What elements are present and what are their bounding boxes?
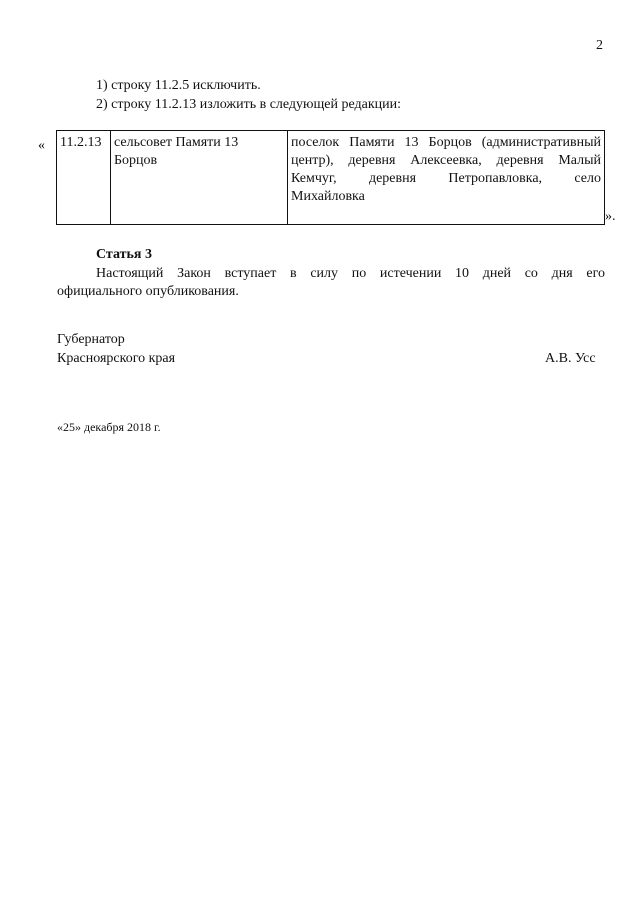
settlements-line: поселок Памяти 13 Борцов (административный: [291, 135, 601, 150]
signatory-name: А.В. Усс: [545, 351, 596, 366]
signing-date: «25» декабря 2018 г.: [57, 420, 161, 434]
signatory-region: Красноярского края: [57, 351, 176, 366]
article-title: Статья 3: [96, 247, 152, 262]
article-body: [57, 265, 605, 301]
closing-quote-mark: ».: [605, 209, 616, 224]
signatory-title: Губернатор: [57, 332, 125, 347]
settlements-line: Михайловка: [291, 189, 365, 204]
instruction-2: 2) строку 11.2.13 изложить в следующей редакции:: [96, 97, 402, 112]
opening-quote-mark: «: [38, 138, 45, 153]
row-code-cell: 11.2.13: [57, 131, 111, 225]
article-body-line: официального опубликования.: [57, 284, 239, 299]
settlements-cell: [288, 131, 605, 225]
instruction-1: 1) строку 11.2.5 исключить.: [96, 78, 261, 93]
municipality-cell: сельсовет Памяти 13 Борцов: [111, 131, 288, 225]
settlements-line: центр), деревня Алексеевка, деревня Малый: [291, 153, 601, 168]
article-body-line: Настоящий Закон вступает в силу по истечении 10 дней со дня его: [96, 266, 605, 281]
amendment-table: [56, 130, 605, 225]
table-row: [57, 131, 605, 225]
settlements-line: Кемчуг, деревня Петропавловка, село: [291, 171, 601, 186]
page-number: 2: [596, 38, 603, 53]
